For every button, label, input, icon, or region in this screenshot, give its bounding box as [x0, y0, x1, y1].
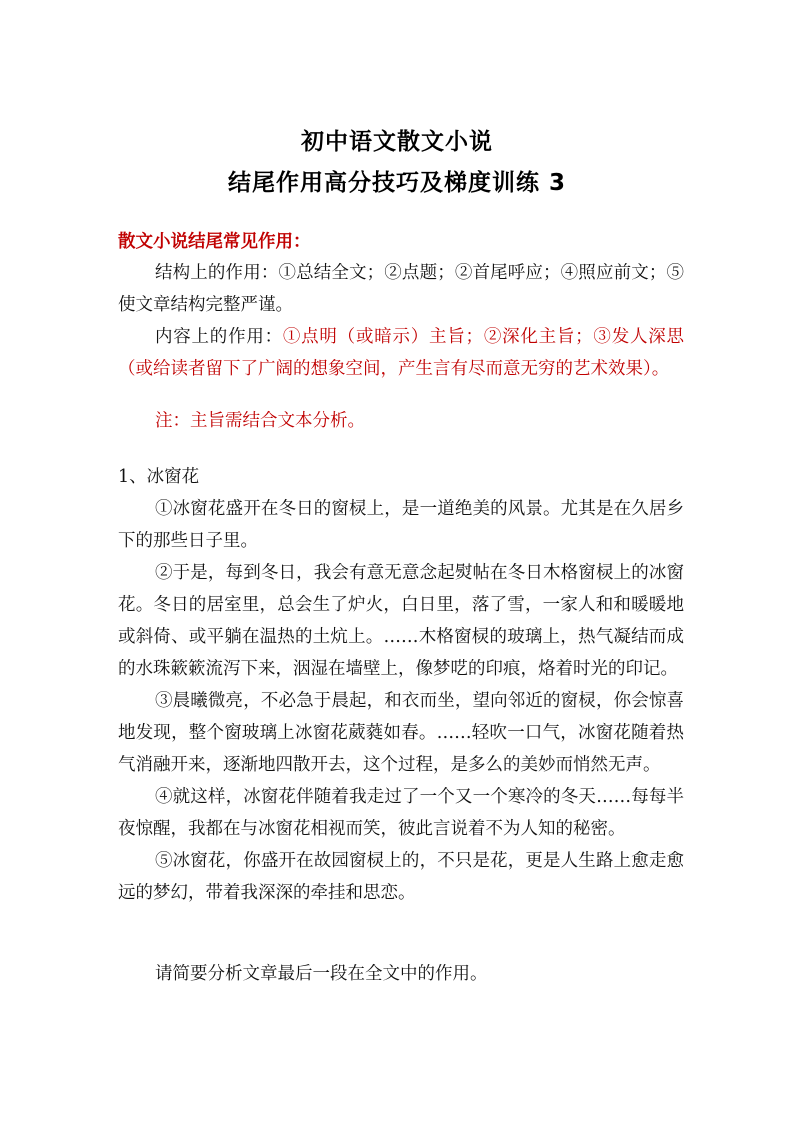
- guide-heading: 散文小说结尾常见作用：: [118, 232, 311, 252]
- guide-content-points: ①点明（或暗示）主旨；②深化主旨；③发人深思（或给读者留下了广阔的想象空间，产生言有尽而意无穷的艺术效果）。: [118, 327, 684, 379]
- passage-heading: [118, 461, 684, 493]
- passage-paragraph-5: ⑤冰窗花，你盛开在故园窗棂上的，不只是花，更是人生路上愈走愈远的梦幻，带着我深深的牵挂和思恋。: [118, 851, 684, 903]
- question-block: [118, 958, 684, 990]
- passage-paragraph-3: ③晨曦微亮，不必急于晨起，和衣而坐，望向邻近的窗棂，你会惊喜地发现，整个窗玻璃上冰窗花葳蕤如春。……轻吹一口气，冰窗花随着热气消融开来，逐渐地四散开去，这个过程，是多么的美妙而悄然无声。: [118, 691, 684, 775]
- question-text: 请简要分析文章最后一段在全文中的作用。: [155, 964, 488, 984]
- guide-note: [118, 405, 684, 437]
- document-subtitle: 结尾作用高分技巧及梯度训练 3: [227, 170, 566, 196]
- guide-structure: [118, 257, 684, 321]
- passage-paragraph-2: ②于是，每到冬日，我会有意无意念起熨帖在冬日木格窗棂上的冰窗花。冬日的居室里，总会生了炉火，白日里，落了雪，一家人和和暖暖地或斜倚、或平躺在温热的土炕上。……木格窗棂的玻璃上，热气凝结而成的水珠簌簌流泻下来，洇湿在墙壁上，像梦呓的印痕，烙着时光的印记。: [118, 563, 684, 679]
- guide-content-paragraph: [118, 321, 684, 385]
- passage-title: 1、冰窗花: [118, 467, 200, 487]
- guide-note-text: 注：主旨需结合文本分析。: [155, 411, 365, 431]
- guide-content-prefix: 内容上的作用：: [155, 327, 283, 347]
- guide-structure-text: 结构上的作用：①总结全文；②点题；②首尾呼应；④照应前文；⑤使文章结构完整严谨。: [118, 263, 684, 315]
- passage-body: [118, 493, 684, 909]
- passage-paragraph-4: ④就这样，冰窗花伴随着我走过了一个又一个寒冷的冬天……每每半夜惊醒，我都在与冰窗花相视而笑，彼此言说着不为人知的秘密。: [118, 787, 684, 839]
- document-title: 初中语文散文小说: [301, 129, 493, 155]
- passage-paragraph-1: ①冰窗花盛开在冬日的窗棂上，是一道绝美的风景。尤其是在久居乡下的那些日子里。: [118, 499, 684, 551]
- guide-content: [118, 321, 684, 385]
